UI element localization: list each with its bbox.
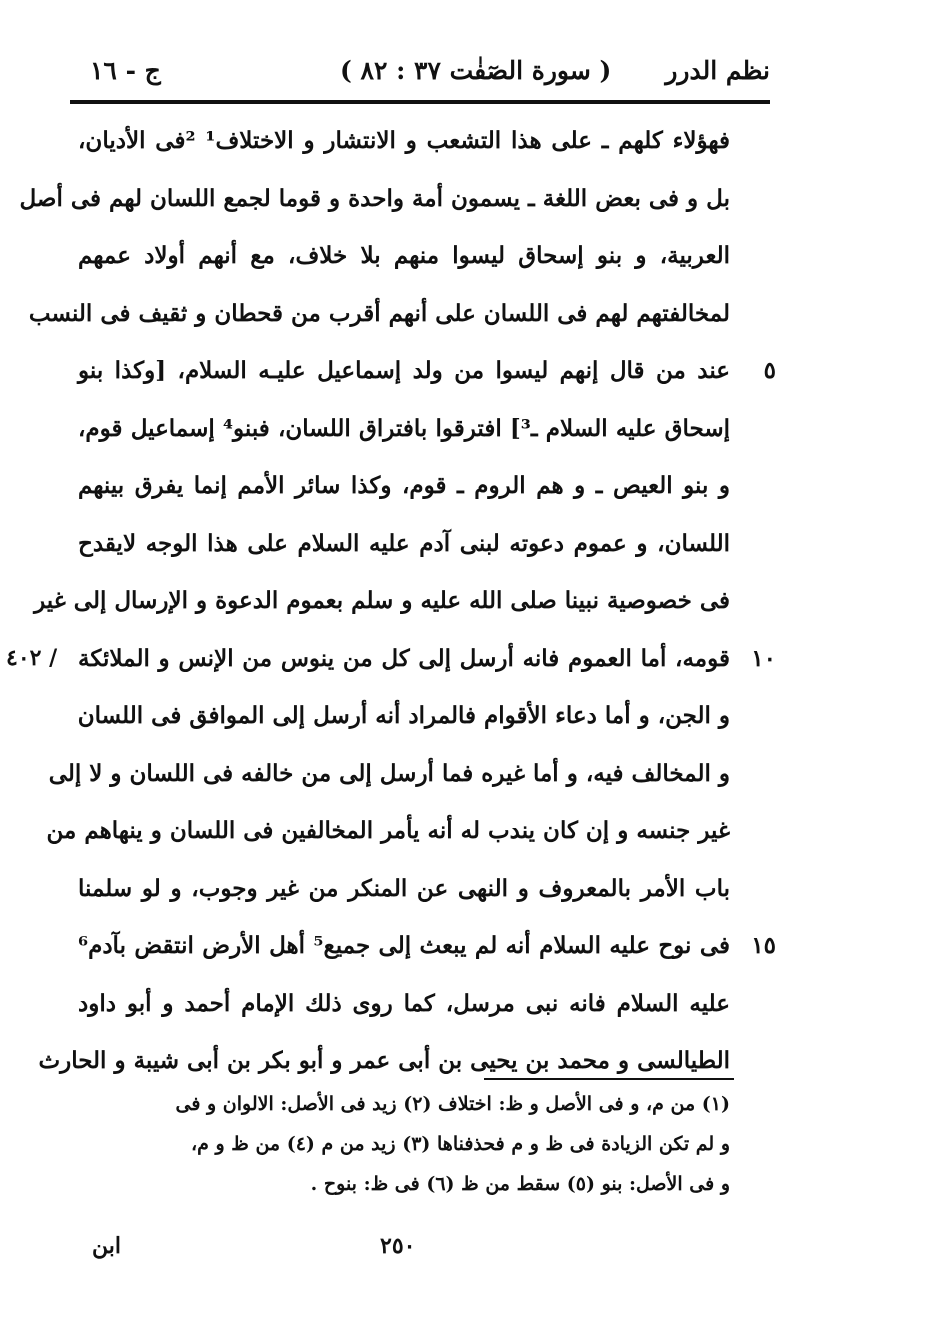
text-line: فى خصوصية نبينا صلى الله عليه و سلم بعموم الدعوة و الإرسال إلى غير bbox=[34, 587, 730, 614]
text-line: عليه السلام فانه نبى مرسل، كما روى ذلك الإمام أحمد و أبو داود bbox=[78, 989, 730, 1017]
text-line: باب الأمر بالمعروف و النهى عن المنكر من غير وجوب، و لو سلمنا bbox=[78, 874, 730, 902]
footnote-line: و فى الأصل: بنو (٥) سقط من ظ (٦) فى ظ: بنوح . bbox=[310, 1173, 730, 1195]
text-line: و المخالف فيه، و أما غيره فما أرسل إلى من خالفه فى اللسان و لا إلى bbox=[48, 759, 730, 787]
footnotes bbox=[70, 1084, 730, 1204]
line-number: ١٠ bbox=[751, 644, 776, 672]
text-line: بل و فى بعض اللغة ـ يسمون أمة واحدة و قوما لجمع اللسان لهم فى أصل bbox=[19, 184, 730, 212]
manuscript-page-reference: ٤٠٢ / bbox=[6, 644, 58, 671]
volume-number: ج - ١٦ bbox=[90, 56, 161, 85]
text-line: و الجن، و أما دعاء الأقوام فالمراد أنه أرسل إلى الموافق فى اللسان bbox=[77, 702, 730, 729]
text-line: ١٥ فى نوح عليه السلام أنه لم يبعث إلى جميع⁵ أهل الأرض انتقض بآدم⁶ bbox=[78, 917, 730, 975]
surah-reference: ( سورة الصٓفٰت ٣٧ : ٨٢ ) bbox=[340, 56, 612, 85]
text-line: لمخالفتهم لهم فى اللسان على أنهم أقرب من قحطان و ثقيف فى النسب bbox=[28, 299, 730, 327]
text-line: غير جنسه و إن كان يندب له أنه يأمر المخالفين فى اللسان و ينهاهم من bbox=[46, 817, 730, 844]
text-line: و بنو العيص ـ و هم الروم ـ قوم، وكذا سائر الأمم إنما يفرق بينهم bbox=[78, 472, 730, 499]
text-line: العربية، و بنو إسحاق ليسوا منهم بلا خلاف، مع أنهم أولاد عمهم bbox=[78, 242, 730, 269]
text-line: إسحاق عليه السلام ـ³] افترقوا بافتراق اللسان، فبنو⁴ إسماعيل قوم، bbox=[78, 414, 730, 442]
text-line: فهؤلاء كلهم ـ على هذا التشعب و الانتشار و الاختلاف¹ ²فى الأديان، bbox=[78, 127, 730, 154]
page-header bbox=[70, 48, 770, 88]
text-line: ١٠ ٤٠٢ / قومه، أما العموم فانه أرسل إلى كل من ينوس من الإنس و الملائكة bbox=[78, 630, 730, 688]
footnote-separator bbox=[484, 1078, 734, 1080]
line-number: ١٥ bbox=[751, 932, 776, 959]
book-title: نظم الدرر bbox=[665, 56, 770, 85]
main-text bbox=[6, 112, 776, 1090]
catchword: ابن bbox=[92, 1233, 121, 1259]
page-number: ٢٥٠ bbox=[380, 1233, 416, 1259]
footnote-line: (١) من م، و فى الأصل و ظ: اختلاف (٢) زيد فى الأصل: الالوان و فى bbox=[175, 1093, 730, 1115]
line-number: ٥ bbox=[763, 357, 776, 384]
header-rule bbox=[70, 100, 770, 104]
text-line: اللسان، و عموم دعوته لبنى آدم عليه السلام على هذا الوجه لايقدح bbox=[78, 529, 730, 557]
text-line: ٥ عند من قال إنهم ليسوا من ولد إسماعيل عليـه السلام، [وكذا بنو bbox=[78, 342, 730, 400]
footnote-line: و لم تكن الزيادة فى ظ و م فحذفناها (٣) زيد من م (٤) من ظ و م، bbox=[190, 1133, 730, 1155]
text-line: الطيالسى و محمد بن يحيى بن أبى عمر و أبو بكر بن أبى شيبة و الحارث bbox=[38, 1047, 730, 1074]
